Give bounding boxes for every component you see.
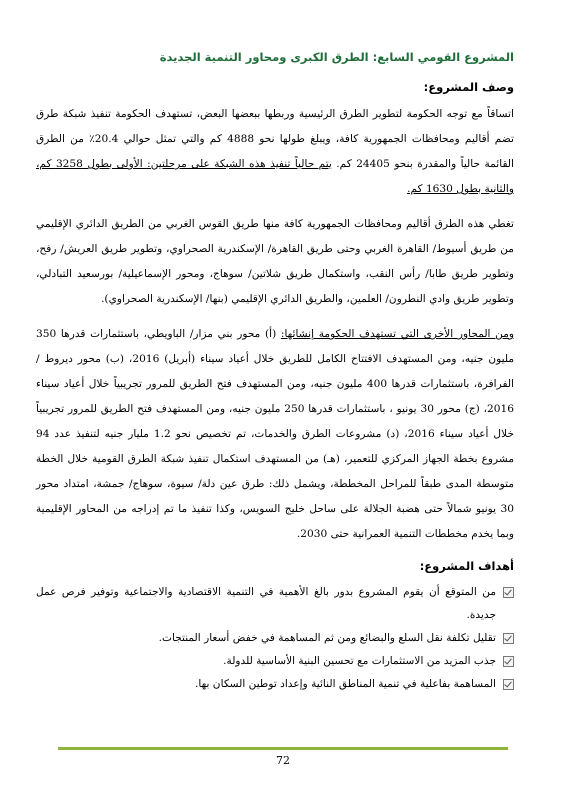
page-number: 72 <box>276 754 290 767</box>
goals-heading: أهداف المشروع: <box>419 559 514 573</box>
page-title: المشروع القومي السابع: الطرق الكبرى ومحاور التنمية الجديدة <box>159 50 514 64</box>
paragraph-1-text: اتساقاً مع توجه الحكومة لتطوير الطرق الرئيسية وربطها ببعضها البعض، تستهدف الحكومة تنفيذ شبكة طرق تضم أقاليم ومحافظات الجمهورية كافة، ويبلغ طولها نحو 4888 كم والتي تمثل حوالي 20.4٪ من الطرق القائمة حالياً والمقدرة بنحو 24405 كم. <box>36 108 514 170</box>
goal-item <box>36 650 514 673</box>
description-paragraph-1 <box>36 102 514 202</box>
goal-text: جذب المزيد من الاستثمارات مع تحسين البنية الأساسية للدولة. <box>223 655 496 667</box>
checkbox-icon <box>503 679 514 690</box>
description-paragraph-2: تغطي هذه الطرق أقاليم ومحافظات الجمهورية كافة منها طريق القوس الغربي من الطريق الدائري الإقليمي من طريق أسيوط/ القاهرة الغربي وحتى طريق القاهرة/ الإسكندرية الصحراوي، وتطوير طريق العريش/ رفح، وتطوير طريق طابا/ رأس النقب، واستكمال طريق شلاتين/ سوهاج، ومحور الإسماعيلية/ بورسعيد التبادلي، وتطوير طريق وادي النطرون/ العلمين، والطريق الدائري الإقليمي (بنها/ الإسكندرية الصحراوي). <box>36 218 514 305</box>
goal-item <box>36 673 514 696</box>
checkbox-icon <box>503 656 514 667</box>
description-heading: وصف المشروع: <box>423 80 514 94</box>
checkbox-icon <box>503 587 514 598</box>
goal-item <box>36 581 514 627</box>
footer-rule <box>58 747 508 750</box>
goal-text: تقليل تكلفة نقل السلع والبضائع ومن ثم المساهمة في خفض أسعار المنتجات. <box>158 632 496 644</box>
description-paragraph-3 <box>36 322 514 547</box>
paragraph-3-text: (أ) محور بني مزار/ الباويطي، باستثمارات قدرها 350 مليون جنيه، ومن المستهدف الافتتاح الكامل للطريق خلال أعياد سيناء (أبريل) 2016، (ب) محور ديروط / الفرافرة، باستثمارات قدرها 400 مليون جنيه، ومن المستهدف فتح الطريق للمرور تجريبياً خلال أعياد سيناء 2016، (ج) محور 30 يونيو ، باستثمارات قدرها 250 مليون جنيه، ومن المستهدف فتح الطريق للمرور تجريبياً خلال أعياد سيناء 2016، (د) مشروعات الطرق والخدمات، تم تخصيص نحو 1.2 مليار جنيه لتنفيذ عدد 94 مشروع بخطة الجهاز المركزي للتعمير، (هـ) من المستهدف استكمال تنفيذ شبكة الطرق القومية خلال الخطة متوسطة المدى طبقاً للمراحل المخططة، ويشمل ذلك: طرق عين دلة/ سيوة، سوهاج/ جمشة، امتداد محور 30 يونيو شمالاً حتى هضبة الجلالة على ساحل خليج السويس، وكذا تنفيذ ما تم إدراجه من المحاور الإقليمية وبما يخدم مخططات التنمية العمرانية حتى 2030. <box>36 328 515 540</box>
goals-list <box>36 581 514 696</box>
page-content <box>36 48 514 696</box>
paragraph-1-underlined: يتم حالياً تنفيذ هذه الشبكة على مرحلتين: الأولى بطول 3258 كم، والثانية بطول 1630 كم. <box>36 158 514 195</box>
goal-item <box>36 627 514 650</box>
goal-text: المساهمة بفاعلية في تنمية المناطق النائية وإعداد توطين السكان بها. <box>195 678 496 690</box>
checkbox-icon <box>503 633 514 644</box>
paragraph-3-underlined: ومن المحاور الأخرى التي تستهدف الحكومة إنشائها: <box>280 328 515 340</box>
goal-text: من المتوقع أن يقوم المشروع بدور بالغ الأهمية في التنمية الاقتصادية والاجتماعية وتوفير فرص عمل جديدة. <box>36 586 496 621</box>
